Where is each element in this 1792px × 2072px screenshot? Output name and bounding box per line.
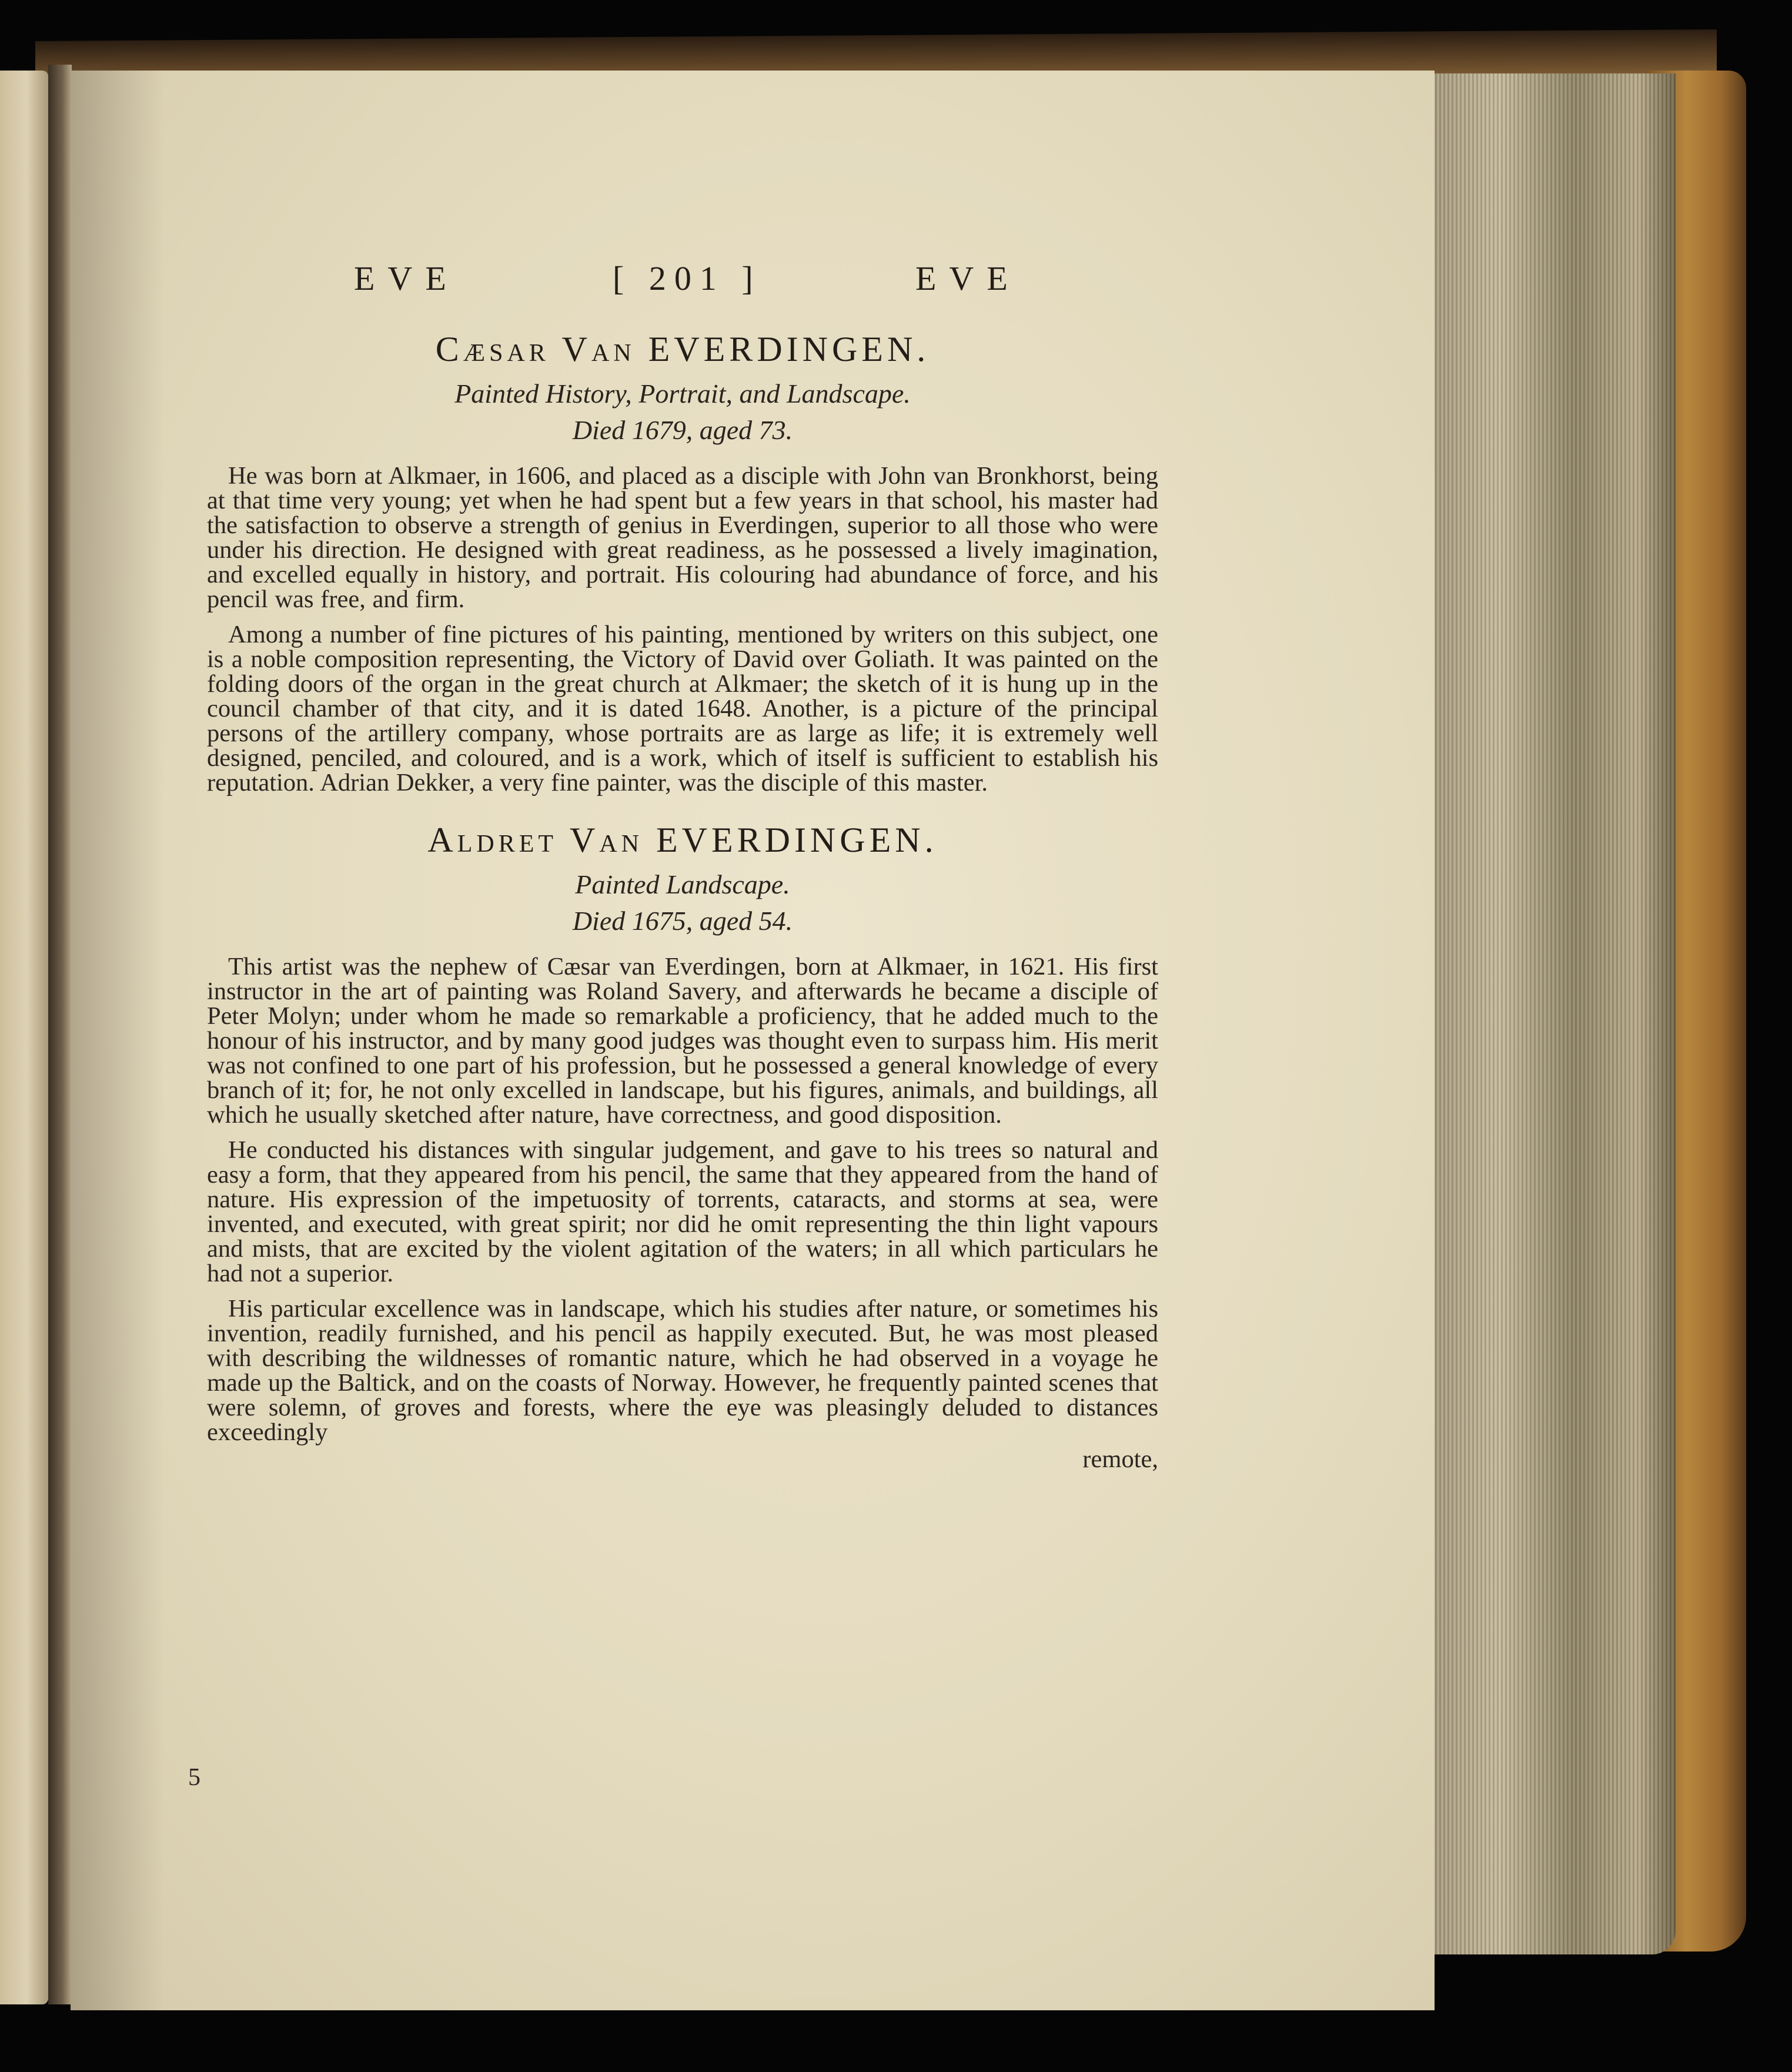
- death-date: Died 1675, aged 54.: [572, 906, 793, 936]
- entry-aldret-van-everdingen: [207, 820, 1158, 1445]
- book-gutter: [48, 65, 72, 2004]
- text-block: [207, 259, 1158, 1479]
- death-date: Died 1679, aged 73.: [572, 415, 793, 445]
- page-number: [ 201 ]: [613, 259, 761, 297]
- catchword: remote,: [1082, 1445, 1158, 1473]
- running-head-right: EVE: [915, 259, 1021, 297]
- running-head: [207, 259, 1158, 323]
- paragraph: Among a number of fine pictures of his painting, mentioned by writers on this subject, one is a noble composition representing, the Victory of David over Goliath. It was painted on the folding doors of the organ in the great church at Alkmaer; the sketch of it is hung up in the council chamber of that city, and it is dated 1648. Another, is a picture of the principal persons of the artillery company, whose portraits are as large as life; it is extremely well designed, penciled, and coloured, and is a work, which of itself is sufficient to establish his reputation. Adrian Dekker, a very fine painter, was the disciple of this master.: [207, 621, 1158, 796]
- signature-mark: 5: [188, 1764, 200, 1791]
- entry-caesar-van-everdingen: [207, 329, 1158, 795]
- artist-heading: Aldret Van EVERDINGEN.: [427, 821, 938, 859]
- paragraph: He conducted his distances with singular judgement, and gave to his trees so natural and easy a form, that they appeared from his pencil, the same that they appeared from the hand of nature. His expression of the impetuosity of torrents, cataracts, and storms at sea, were invented, and executed, with great spirit; nor did he omit representing the thin light vapours and mists, that are excited by the violent agitation of the waters; in all which particulars he had not a superior.: [207, 1136, 1158, 1287]
- painted-subjects: Painted History, Portrait, and Landscape.: [454, 379, 911, 409]
- painted-subjects: Painted Landscape.: [575, 869, 790, 899]
- page-fore-edge: [1423, 73, 1676, 1954]
- catchword-row: [207, 1445, 1158, 1479]
- gutter-shadow: [71, 71, 165, 2010]
- paragraph: His particular excellence was in landscape, which his studies after nature, or sometimes his invention, readily furnished, and his pencil as happily executed. But, he was most pleased with describing the wildnesses of romantic nature, which he had observed in a voyage he made up the Baltick, and on the coasts of Norway. However, he frequently painted scenes that were solemn, of groves and forests, where the eye was pleasingly deluded to distances exceedingly: [207, 1295, 1158, 1446]
- paragraph: This artist was the nephew of Cæsar van Everdingen, born at Alkmaer, in 1621. His first instructor in the art of painting was Roland Savery, and afterwards he became a disciple of Peter Molyn; under whom he made so remarkable a proficiency, that he added much to the honour of his instructor, and by many good judges was thought even to surpass him. His merit was not confined to one part of his profession, but he possessed a general knowledge of every branch of it; for, he not only excelled in landscape, but his figures, animals, and buildings, all which he usually sketched after nature, have correctness, and good disposition.: [207, 953, 1158, 1129]
- facing-page-edge: [0, 71, 48, 2004]
- paragraph: He was born at Alkmaer, in 1606, and placed as a disciple with John van Bronkhorst, being at that time very young; yet when he had spent but a few years in that school, his master had the satisfaction to observe a strength of genius in Everdingen, superior to all those who were under his direction. He designed with great readiness, as he possessed a lively imagination, and excelled equally in history, and portrait. His colouring had abundance of force, and his pencil was free, and firm.: [207, 462, 1158, 613]
- running-head-left: EVE: [354, 259, 459, 297]
- artist-heading: Cæsar Van EVERDINGEN.: [435, 330, 930, 369]
